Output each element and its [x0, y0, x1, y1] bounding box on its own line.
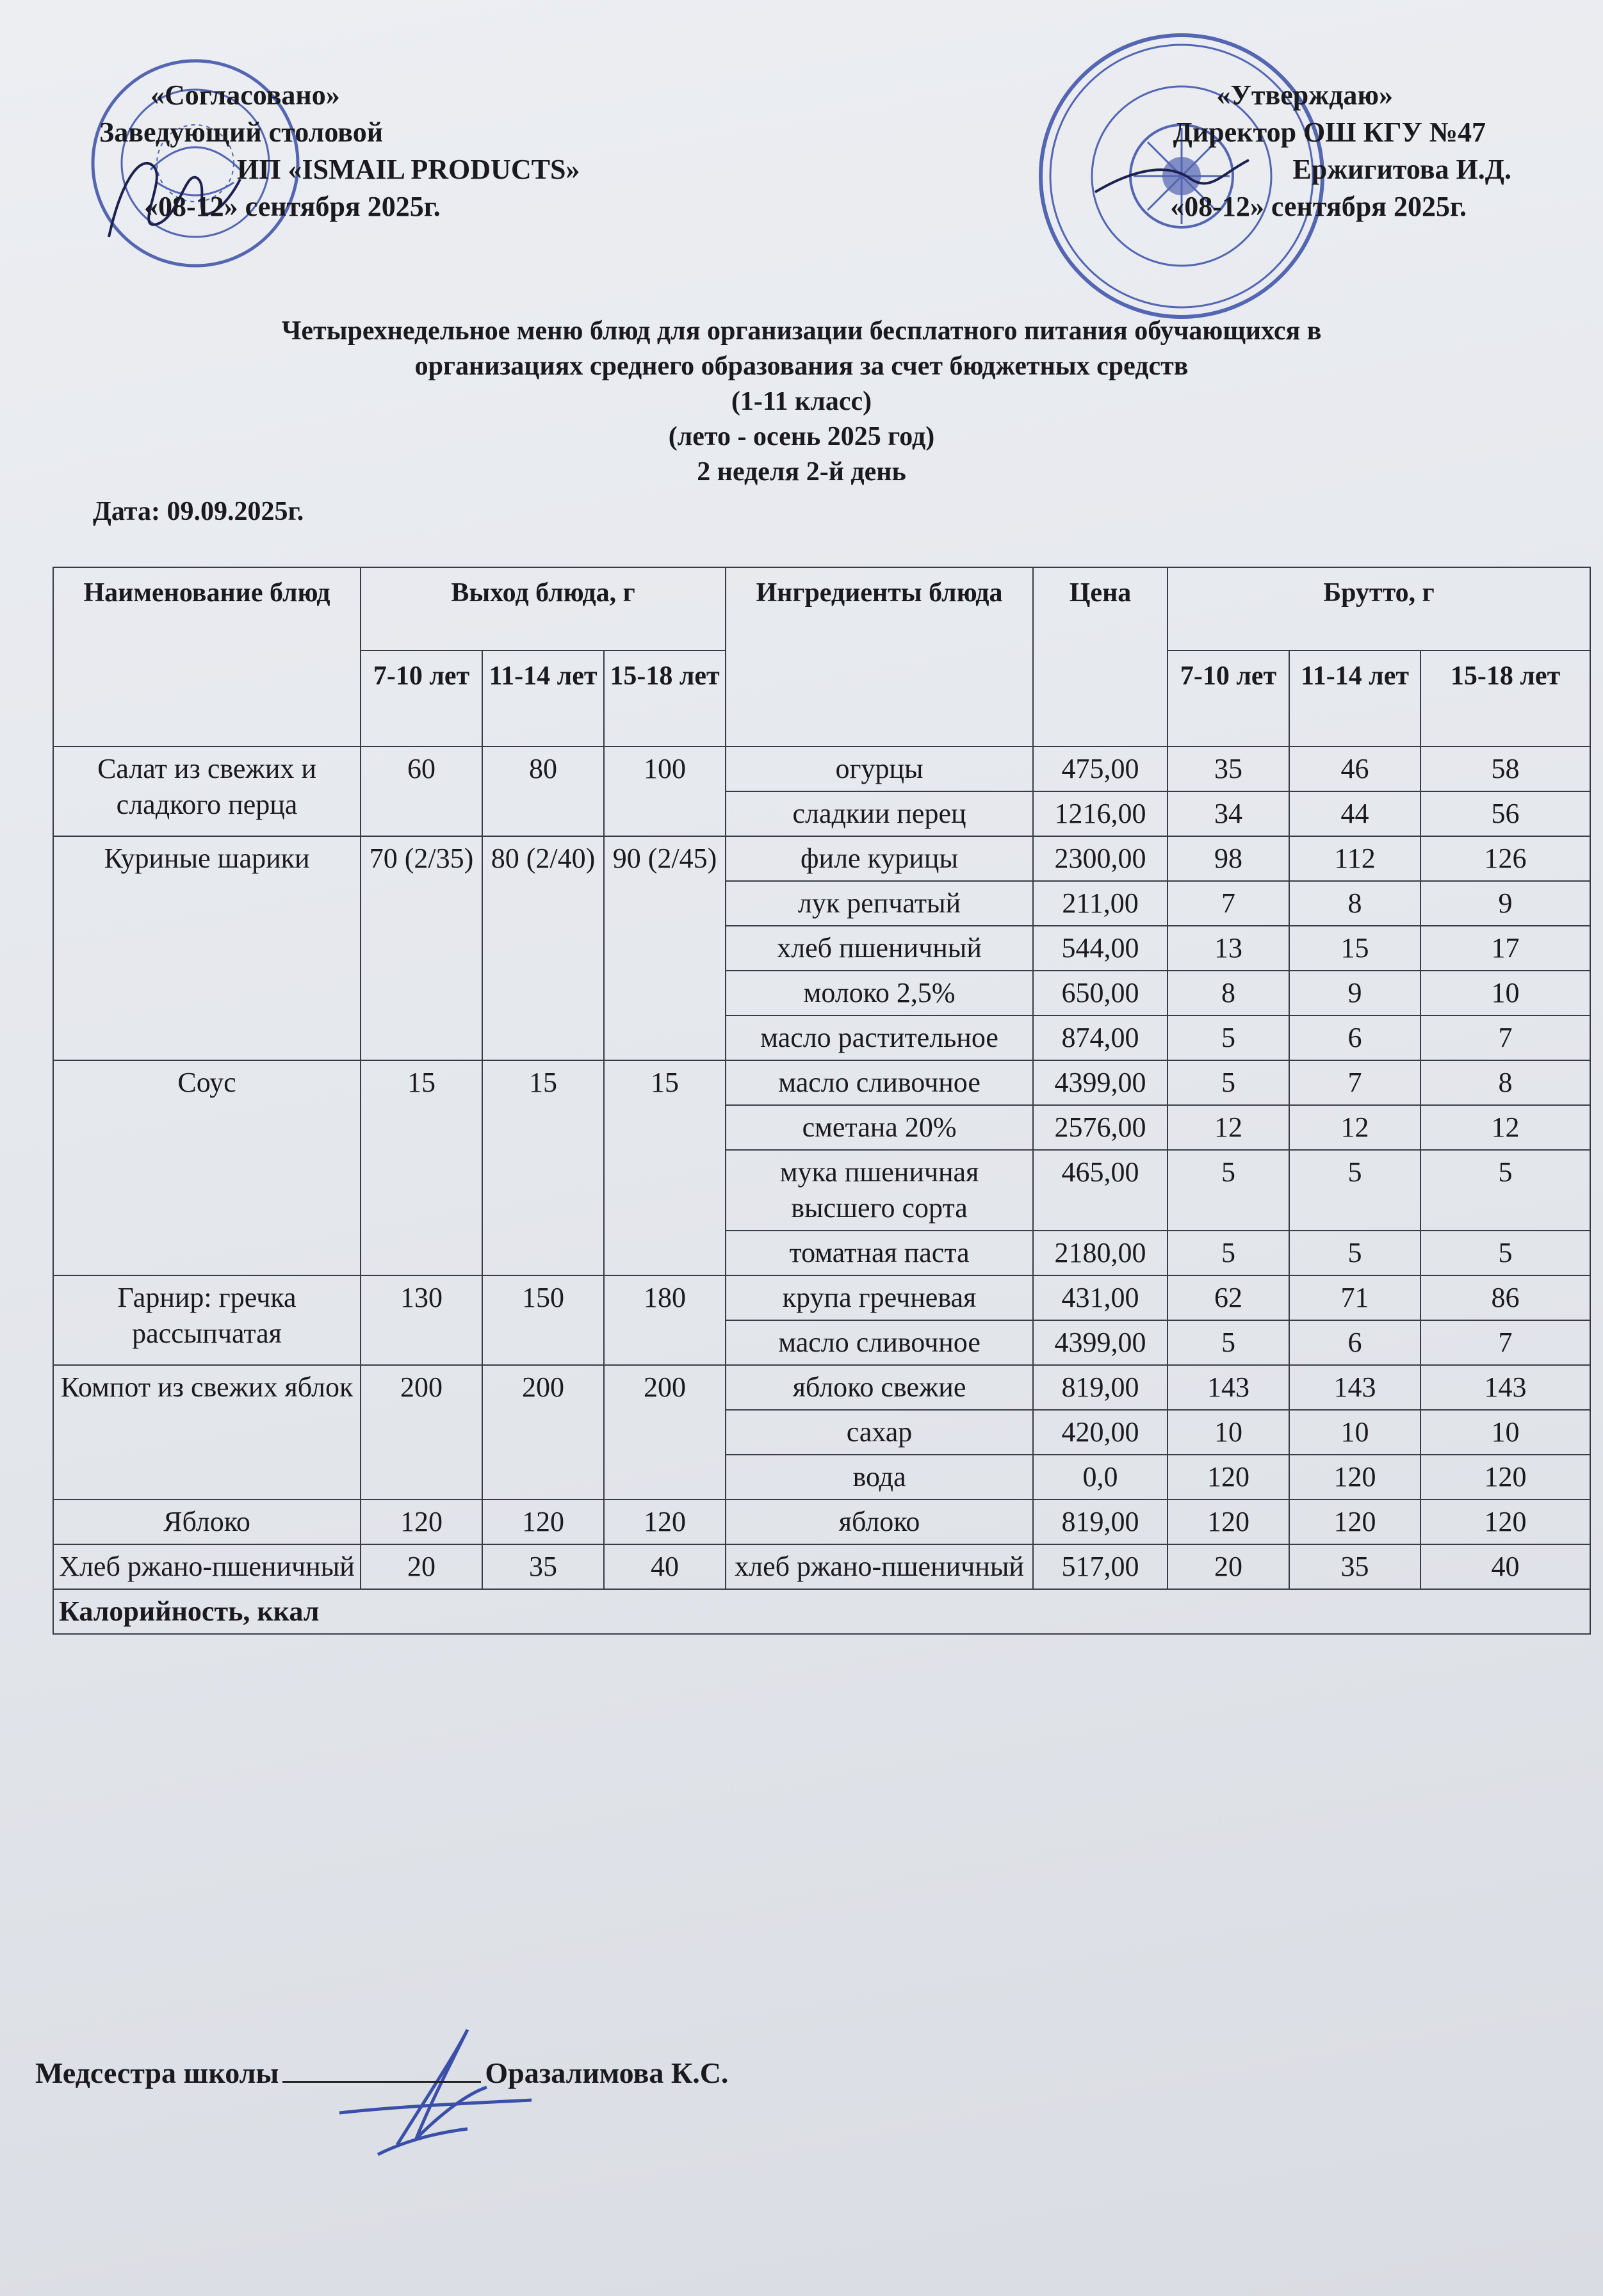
ingredient-gross-2: 5 [1289, 1150, 1420, 1231]
menu-table [53, 567, 1591, 1635]
dish-output-1: 200 [361, 1365, 482, 1500]
ingredient-price: 4399,00 [1033, 1320, 1168, 1365]
dish-output-3: 90 (2/45) [604, 836, 726, 1060]
ingredient-name: крупа гречневая [726, 1275, 1033, 1320]
ingredient-gross-3: 12 [1420, 1105, 1590, 1150]
dish-output-1: 120 [361, 1500, 482, 1544]
ingredient-gross-1: 10 [1168, 1410, 1289, 1455]
ingredient-gross-2: 10 [1289, 1410, 1420, 1455]
header-dish: Наименование блюд [53, 567, 361, 747]
ingredient-gross-2: 6 [1289, 1015, 1420, 1060]
dish-output-2: 80 [482, 747, 604, 836]
dish-output-2: 80 (2/40) [482, 836, 604, 1060]
dish-output-1: 130 [361, 1275, 482, 1365]
title-line-4: (лето - осень 2025 год) [668, 422, 935, 451]
ingredient-name: хлеб ржано-пшеничный [726, 1544, 1033, 1589]
ingredient-gross-3: 143 [1420, 1365, 1590, 1410]
ingredient-gross-3: 7 [1420, 1015, 1590, 1060]
title-line-2: организациях среднего образования за счет бюджетных средств [414, 352, 1189, 381]
ingredient-name: томатная паста [726, 1231, 1033, 1275]
company-name: ИП «ISMAIL PRODUCTS» [237, 154, 580, 185]
ingredient-gross-2: 120 [1289, 1455, 1420, 1500]
ingredient-gross-3: 120 [1420, 1500, 1590, 1544]
dish-output-2: 120 [482, 1500, 604, 1544]
ingredient-price: 650,00 [1033, 971, 1168, 1015]
ingredient-gross-2: 143 [1289, 1365, 1420, 1410]
ingredient-gross-3: 5 [1420, 1231, 1590, 1275]
ingredient-gross-3: 10 [1420, 971, 1590, 1015]
ingredient-gross-3: 17 [1420, 926, 1590, 971]
dish-name: Хлеб ржано-пшеничный [53, 1544, 361, 1589]
header-ingredients: Ингредиенты блюда [726, 567, 1033, 747]
title-line-1: Четырехнедельное меню блюд для организации бесплатного питания обучающихся в [281, 316, 1322, 346]
approved-label: «Утверждаю» [1216, 79, 1393, 111]
agreed-label: «Согласовано» [151, 79, 340, 111]
dish-output-1: 15 [361, 1060, 482, 1275]
header-price: Цена [1033, 567, 1168, 747]
table-row [53, 1275, 1590, 1320]
ingredient-name: яблоко [726, 1500, 1033, 1544]
ingredient-name: лук репчатый [726, 881, 1033, 926]
header-output-age-15-18: 15-18 лет [604, 651, 726, 747]
header-right [1050, 77, 1537, 225]
ingredient-gross-1: 20 [1168, 1544, 1289, 1589]
dish-output-3: 200 [604, 1365, 726, 1500]
ingredient-price: 819,00 [1033, 1365, 1168, 1410]
ingredient-gross-1: 7 [1168, 881, 1289, 926]
dish-output-2: 15 [482, 1060, 604, 1275]
ingredient-gross-3: 5 [1420, 1150, 1590, 1231]
header-output-age-11-14: 11-14 лет [482, 651, 604, 747]
ingredient-gross-2: 5 [1289, 1231, 1420, 1275]
dish-output-2: 35 [482, 1544, 604, 1589]
ingredient-gross-1: 8 [1168, 971, 1289, 1015]
ingredient-gross-1: 5 [1168, 1231, 1289, 1275]
ingredient-price: 544,00 [1033, 926, 1168, 971]
agreed-date: «08-12» сентября 2025г. [144, 191, 441, 222]
ingredient-price: 1216,00 [1033, 791, 1168, 836]
ingredient-gross-2: 44 [1289, 791, 1420, 836]
dish-output-3: 120 [604, 1500, 726, 1544]
ingredient-gross-2: 12 [1289, 1105, 1420, 1150]
table-row [53, 1060, 1590, 1105]
calories-row: Калорийность, ккал [53, 1589, 1590, 1634]
ingredient-price: 2180,00 [1033, 1231, 1168, 1275]
menu-table-body [53, 747, 1590, 1589]
ingredient-gross-1: 5 [1168, 1060, 1289, 1105]
nurse-label: Медсестра школы [35, 2057, 279, 2089]
approved-date: «08-12» сентября 2025г. [1170, 191, 1467, 222]
ingredient-gross-3: 8 [1420, 1060, 1590, 1105]
header-output: Выход блюда, г [361, 567, 726, 651]
ingredient-gross-2: 6 [1289, 1320, 1420, 1365]
ingredient-gross-3: 126 [1420, 836, 1590, 881]
ingredient-gross-1: 143 [1168, 1365, 1289, 1410]
ingredient-gross-1: 5 [1168, 1150, 1289, 1231]
ingredient-gross-3: 9 [1420, 881, 1590, 926]
ingredient-gross-1: 34 [1168, 791, 1289, 836]
ingredient-gross-2: 15 [1289, 926, 1420, 971]
ingredient-gross-1: 120 [1168, 1500, 1289, 1544]
ingredient-name: масло сливочное [726, 1060, 1033, 1105]
ingredient-price: 465,00 [1033, 1150, 1168, 1231]
table-row [53, 1365, 1590, 1410]
table-row [53, 1544, 1590, 1589]
ingredient-name: сладкии перец [726, 791, 1033, 836]
ingredient-name: молоко 2,5% [726, 971, 1033, 1015]
header-gross-age-11-14: 11-14 лет [1289, 651, 1420, 747]
footer-signature-line [35, 2055, 728, 2090]
menu-date: Дата: 09.09.2025г. [93, 497, 304, 526]
dish-output-1: 20 [361, 1544, 482, 1589]
dish-name: Куриные шарики [53, 836, 361, 1060]
header-gross: Брутто, г [1168, 567, 1590, 651]
table-row [53, 1500, 1590, 1544]
ingredient-gross-2: 120 [1289, 1500, 1420, 1544]
ingredient-name: вода [726, 1455, 1033, 1500]
document-title [0, 314, 1603, 490]
nurse-signature [301, 2017, 544, 2164]
dish-output-3: 100 [604, 747, 726, 836]
dish-output-2: 200 [482, 1365, 604, 1500]
ingredient-price: 420,00 [1033, 1410, 1168, 1455]
ingredient-name: хлеб пшеничный [726, 926, 1033, 971]
ingredient-gross-1: 12 [1168, 1105, 1289, 1150]
ingredient-gross-2: 9 [1289, 971, 1420, 1015]
table-row [53, 747, 1590, 791]
ingredient-price: 0,0 [1033, 1455, 1168, 1500]
ingredient-price: 475,00 [1033, 747, 1168, 791]
ingredient-name: сахар [726, 1410, 1033, 1455]
ingredient-gross-3: 7 [1420, 1320, 1590, 1365]
dish-output-3: 180 [604, 1275, 726, 1365]
dish-name: Соус [53, 1060, 361, 1275]
dish-output-3: 40 [604, 1544, 726, 1589]
ingredient-price: 2576,00 [1033, 1105, 1168, 1150]
ingredient-gross-1: 5 [1168, 1015, 1289, 1060]
header-gross-age-7-10: 7-10 лет [1168, 651, 1289, 747]
canteen-head-position: Заведующий столовой [99, 117, 384, 148]
ingredient-gross-1: 120 [1168, 1455, 1289, 1500]
dish-output-1: 70 (2/35) [361, 836, 482, 1060]
ingredient-price: 211,00 [1033, 881, 1168, 926]
ingredient-price: 819,00 [1033, 1500, 1168, 1544]
title-line-5: 2 неделя 2-й день [697, 457, 906, 487]
ingredient-name: яблоко свежие [726, 1365, 1033, 1410]
dish-name: Гарнир: гречка рассыпчатая [53, 1275, 361, 1365]
ingredient-gross-3: 40 [1420, 1544, 1590, 1589]
ingredient-price: 431,00 [1033, 1275, 1168, 1320]
ingredient-price: 2300,00 [1033, 836, 1168, 881]
ingredient-gross-1: 5 [1168, 1320, 1289, 1365]
ingredient-gross-2: 7 [1289, 1060, 1420, 1105]
ingredient-gross-1: 62 [1168, 1275, 1289, 1320]
ingredient-gross-3: 58 [1420, 747, 1590, 791]
director-name: Ержигитова И.Д. [1292, 154, 1511, 185]
header-output-age-7-10: 7-10 лет [361, 651, 482, 747]
ingredient-name: сметана 20% [726, 1105, 1033, 1150]
dish-output-3: 15 [604, 1060, 726, 1275]
dish-output-2: 150 [482, 1275, 604, 1365]
ingredient-gross-3: 120 [1420, 1455, 1590, 1500]
ingredient-gross-2: 112 [1289, 836, 1420, 881]
dish-name: Салат из свежих и сладкого перца [53, 747, 361, 836]
header-left [99, 77, 682, 225]
ingredient-gross-3: 86 [1420, 1275, 1590, 1320]
ingredient-name: филе курицы [726, 836, 1033, 881]
ingredient-price: 874,00 [1033, 1015, 1168, 1060]
signature-underline [282, 2055, 481, 2083]
ingredient-gross-2: 46 [1289, 747, 1420, 791]
ingredient-name: масло сливочное [726, 1320, 1033, 1365]
dish-output-1: 60 [361, 747, 482, 836]
header-gross-age-15-18: 15-18 лет [1420, 651, 1590, 747]
ingredient-name: огурцы [726, 747, 1033, 791]
ingredient-price: 517,00 [1033, 1544, 1168, 1589]
ingredient-gross-1: 35 [1168, 747, 1289, 791]
ingredient-gross-3: 10 [1420, 1410, 1590, 1455]
ingredient-name: мука пшеничная высшего сорта [726, 1150, 1033, 1231]
dish-name: Компот из свежих яблок [53, 1365, 361, 1500]
ingredient-gross-2: 71 [1289, 1275, 1420, 1320]
table-row [53, 836, 1590, 881]
ingredient-gross-2: 8 [1289, 881, 1420, 926]
ingredient-price: 4399,00 [1033, 1060, 1168, 1105]
nurse-name: Оразалимова К.С. [485, 2057, 729, 2089]
director-position: Директор ОШ КГУ №47 [1173, 117, 1486, 148]
ingredient-gross-3: 56 [1420, 791, 1590, 836]
ingredient-name: масло растительное [726, 1015, 1033, 1060]
title-line-3: (1-11 класс) [731, 387, 872, 416]
ingredient-gross-1: 13 [1168, 926, 1289, 971]
ingredient-gross-2: 35 [1289, 1544, 1420, 1589]
ingredient-gross-1: 98 [1168, 836, 1289, 881]
dish-name: Яблоко [53, 1500, 361, 1544]
